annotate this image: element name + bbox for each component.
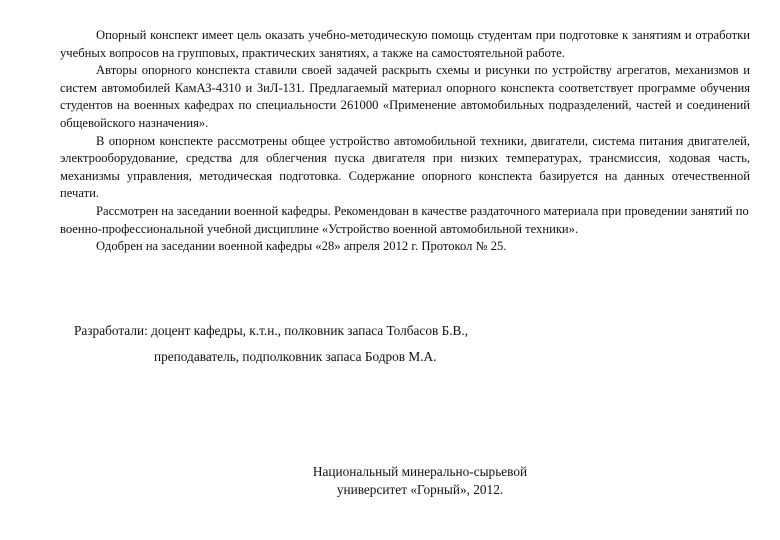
institution-footer — [250, 463, 590, 499]
paragraph-approval: Одобрен на заседании военной кафедры «28» апреля 2012 г. Протокол № 25. — [96, 239, 507, 254]
authors-line-primary: Разработали: доцент кафедры, к.т.н., полковник запаса Толбасов Б.В., — [74, 323, 469, 338]
paragraph-contents: В опорном конспекте рассмотрены общее устройство автомобильной техники, двигатели, система питания двигателей, электрооборудование, средства для облегчения пуска двигателя при низких температурах, трансмиссия, ходовая часть, механизмы управления, методическая подготовка. Содержание опорного конспекта базируется на данных отечественной печати. — [60, 133, 750, 201]
paragraph-purpose: Опорный конспект имеет цель оказать учебно-методическую помощь студентам при подготовке к занятиям и отработки учебных вопросов на групповых, практических занятиях, а также на самостоятельной работе. — [60, 28, 750, 60]
authors-line-secondary: преподаватель, подполковник запаса Бодров М.А. — [154, 349, 437, 364]
paragraph-review: Рассмотрен на заседании военной кафедры. Рекомендован в качестве раздаточного материала при проведении занятий по военно-профессиональной учебной дисциплине «Устройство военной автомобильной техники». — [60, 203, 749, 236]
paragraph-authors-goal: Авторы опорного конспекта ставили своей задачей раскрыть схемы и рисунки по устройству агрегатов, механизмов и систем автомобилей КамАЗ-4310 и ЗиЛ-131. Предлагаемый материал опорного конспекта соответствует программе обучения студентов на военных кафедрах по специальности 261000 «Применение автомобильных подразделений, частей и соединений общевойского назначения». — [60, 63, 750, 130]
institution-year: университет «Горный», 2012. — [336, 482, 504, 497]
document-body — [60, 27, 750, 256]
authors-block — [74, 322, 714, 366]
institution-name: Национальный минерально-сырьевой — [312, 464, 528, 479]
